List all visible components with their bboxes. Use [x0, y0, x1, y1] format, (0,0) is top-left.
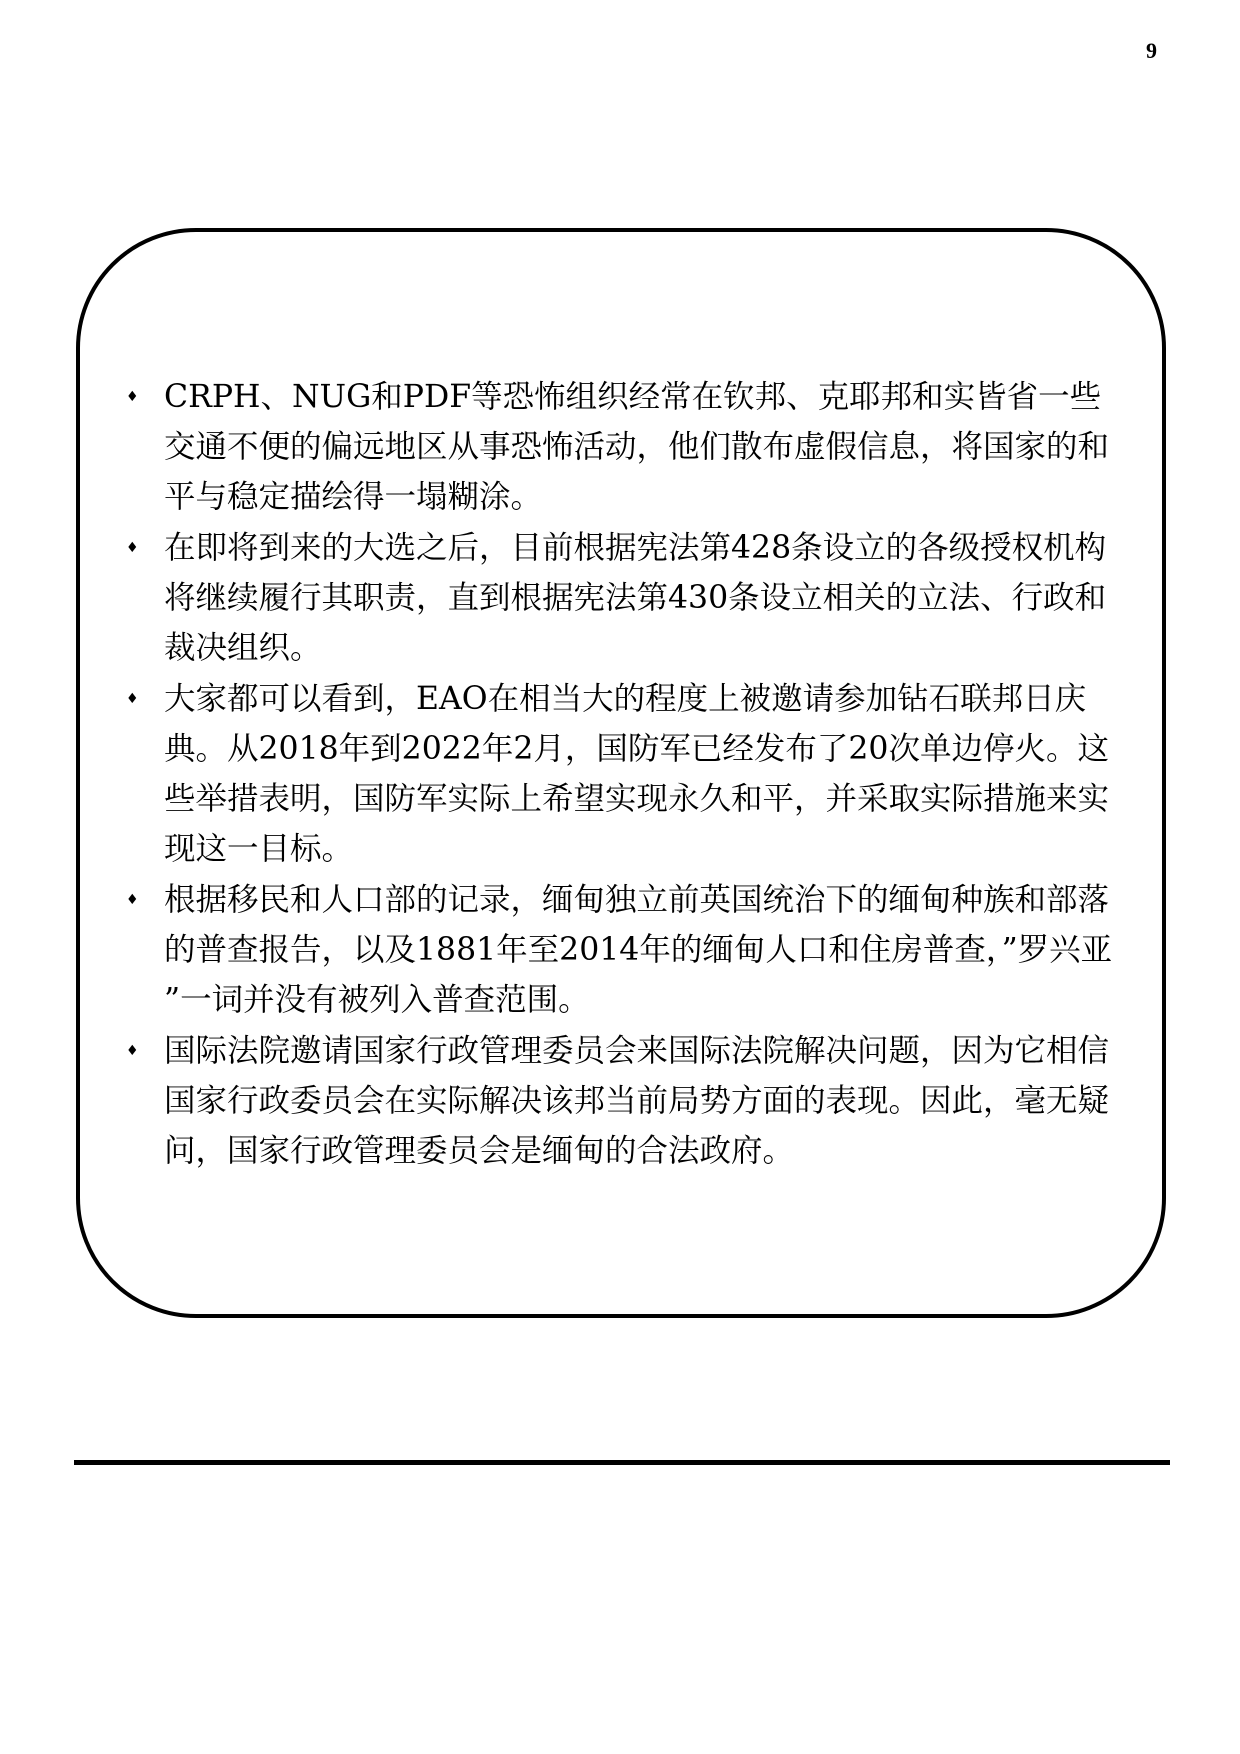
- bullet-item: [126, 875, 1126, 1025]
- bullet-text: 根据移民和人口部的记录，缅甸独立前英国统治下的缅甸种族和部落的普查报告，以及1881年至2014年的缅甸人口和住房普查，”罗兴亚 ”一词并没有被列入普查范围。: [164, 882, 1113, 1018]
- bullet-item: [126, 674, 1126, 874]
- bullet-text: CRPH、NUG和PDF等恐怖组织经常在钦邦、克耶邦和实皆省一些交通不便的偏远地区从事恐怖活动，他们散布虚假信息，将国家的和平与稳定描绘得一塌糊涂。: [164, 379, 1110, 515]
- bullet-item: [126, 523, 1126, 673]
- bullet-item: [126, 1026, 1126, 1176]
- bullet-text: 在即将到来的大选之后，目前根据宪法第428条设立的各级授权机构将继续履行其职责，直到根据宪法第430条设立相关的立法、行政和裁决组织。: [164, 530, 1107, 666]
- diamond-bullet-icon: ♦: [126, 1043, 139, 1059]
- diamond-bullet-icon: ♦: [126, 691, 139, 707]
- bullet-item: [126, 372, 1126, 522]
- diamond-bullet-icon: ♦: [126, 389, 139, 405]
- bullet-text: 大家都可以看到，EAO在相当大的程度上被邀请参加钻石联邦日庆典。从2018年到2022年2月，国防军已经发布了20次单边停火。这些举措表明，国防军实际上希望实现永久和平，并采取实际措施来实现这一目标。: [164, 681, 1110, 867]
- horizontal-divider: [74, 1460, 1170, 1465]
- diamond-bullet-icon: ♦: [126, 892, 139, 908]
- page-number: 9: [1146, 38, 1157, 63]
- bullet-text: 国际法院邀请国家行政管理委员会来国际法院解决问题，因为它相信国家行政委员会在实际解决该邦当前局势方面的表现。因此，毫无疑问，国家行政管理委员会是缅甸的合法政府。: [164, 1033, 1110, 1169]
- bullet-list: [126, 372, 1126, 1177]
- diamond-bullet-icon: ♦: [126, 540, 139, 556]
